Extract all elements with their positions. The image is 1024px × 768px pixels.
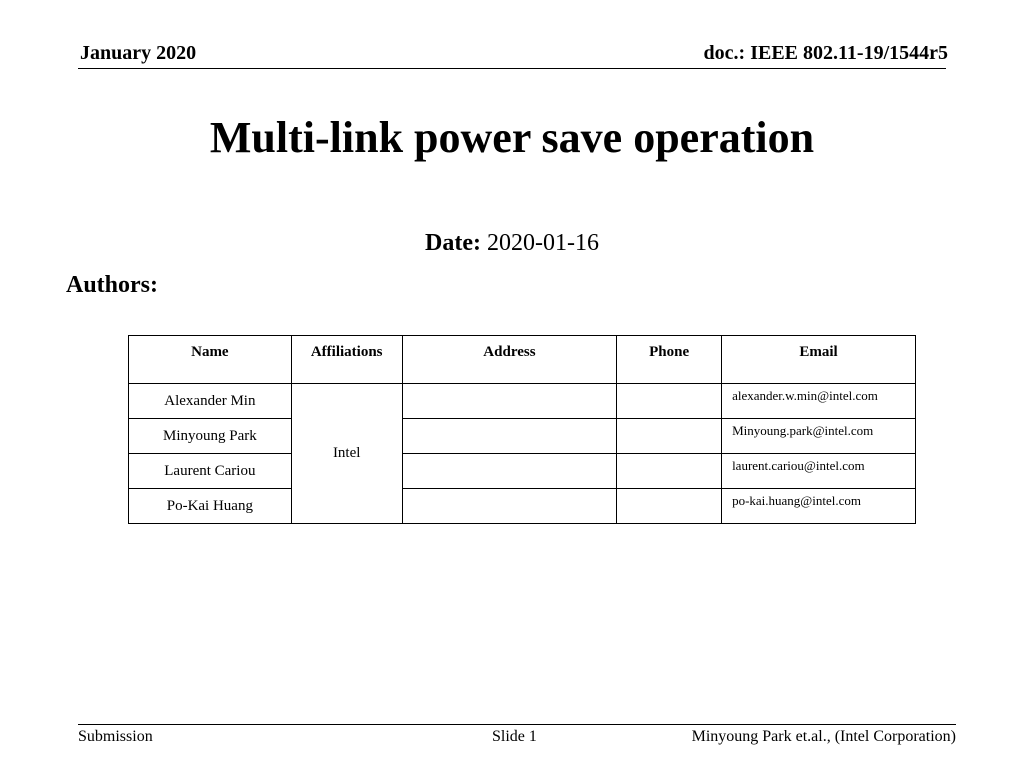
authors-table xyxy=(128,335,916,524)
column-header-affiliations: Affiliations xyxy=(291,336,402,384)
author-phone xyxy=(617,489,722,524)
column-header-phone: Phone xyxy=(617,336,722,384)
column-header-address: Address xyxy=(402,336,617,384)
author-address xyxy=(402,489,617,524)
slide-title: Multi-link power save operation xyxy=(209,113,815,162)
date-value: 2020-01-16 xyxy=(486,230,599,256)
author-address xyxy=(402,419,617,454)
table-header-row xyxy=(129,336,916,384)
author-name: Minyoung Park xyxy=(129,419,292,454)
author-name: Alexander Min xyxy=(129,384,292,419)
footer-slide-number: Slide 1 xyxy=(492,728,537,745)
header-doc-id: doc.: IEEE 802.11-19/1544r5 xyxy=(703,42,948,64)
author-email: Minyoung.park@intel.com xyxy=(722,419,916,454)
header-date: January 2020 xyxy=(80,42,197,64)
author-email: laurent.cariou@intel.com xyxy=(722,454,916,489)
date-label: Date: xyxy=(425,230,481,256)
footer-divider xyxy=(78,724,956,725)
author-email: po-kai.huang@intel.com xyxy=(722,489,916,524)
header-divider xyxy=(78,68,946,69)
author-phone xyxy=(617,419,722,454)
slide-date xyxy=(0,230,1024,257)
table-row xyxy=(129,384,916,419)
author-address xyxy=(402,454,617,489)
author-affiliation: Intel xyxy=(291,384,402,524)
footer-submission: Submission xyxy=(78,728,153,745)
author-phone xyxy=(617,384,722,419)
authors-heading: Authors: xyxy=(66,272,159,298)
author-email: alexander.w.min@intel.com xyxy=(722,384,916,419)
author-address xyxy=(402,384,617,419)
column-header-email: Email xyxy=(722,336,916,384)
footer-author-credit: Minyoung Park et.al., (Intel Corporation) xyxy=(691,728,956,745)
column-header-name: Name xyxy=(129,336,292,384)
table-row xyxy=(129,489,916,524)
table-row xyxy=(129,454,916,489)
author-name: Laurent Cariou xyxy=(129,454,292,489)
table-row xyxy=(129,419,916,454)
author-name: Po-Kai Huang xyxy=(129,489,292,524)
author-phone xyxy=(617,454,722,489)
